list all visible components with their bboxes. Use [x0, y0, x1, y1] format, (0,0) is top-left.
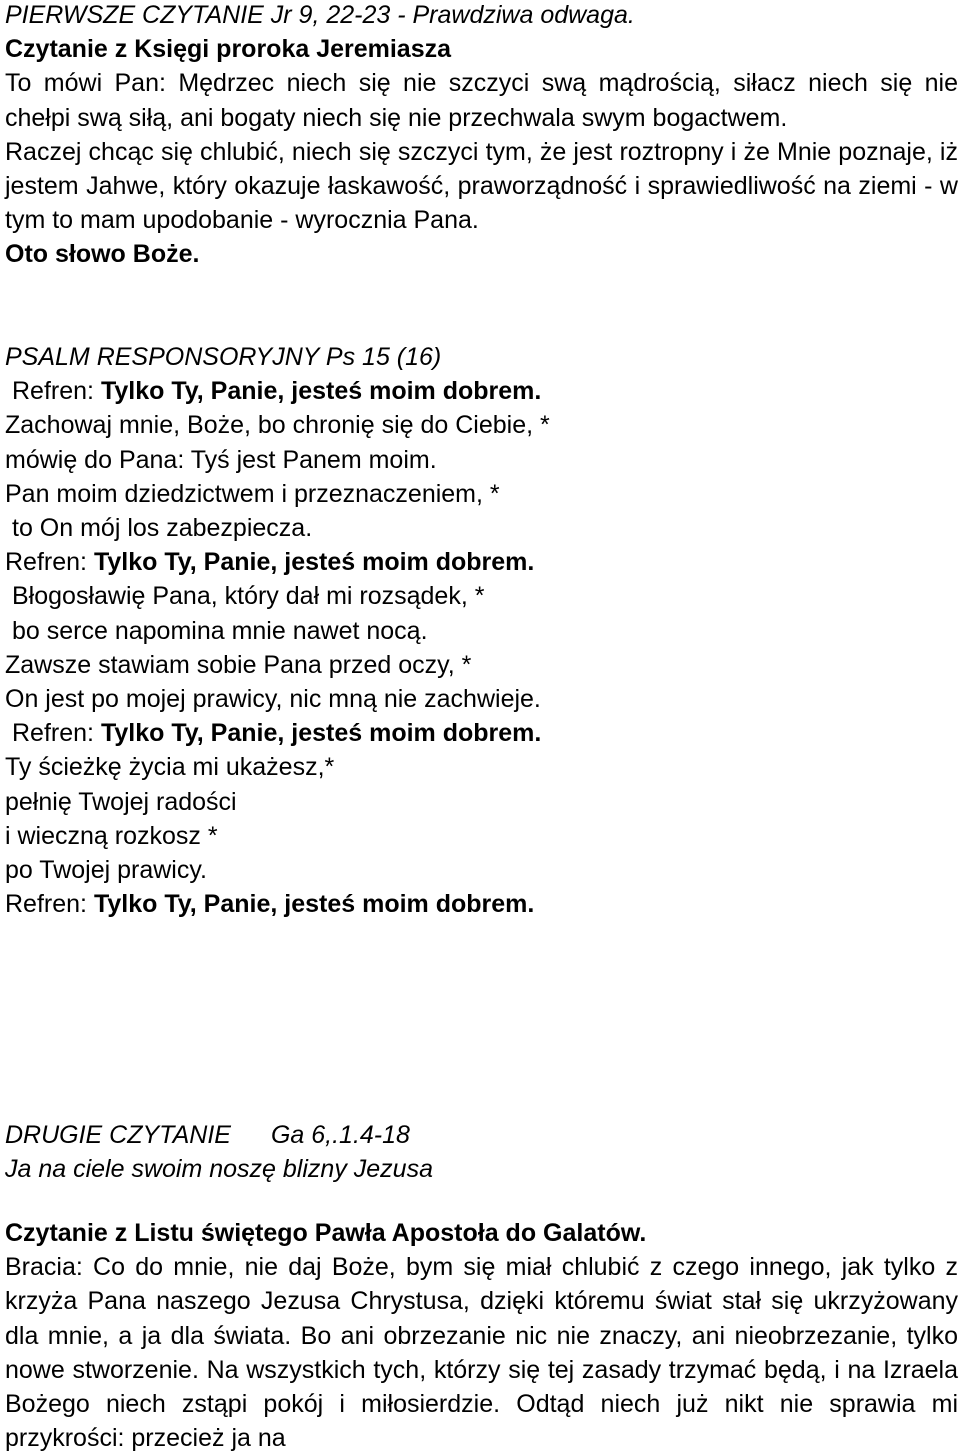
psalm-line: pełnię Twojej radości	[5, 787, 237, 816]
second-reading-text: Bracia: Co do mnie, nie daj Boże, bym się miał chlubić z czego innego, jak tylko z krzyża Pana naszego Jezusa Chrystusa, dzięki któremu świat stał się ukrzyżowany dla mnie, a ja dla świata. Bo ani obrzezanie nic nie znaczy, ani nieobrzezanie, tylko nowe stworzenie. Na wszystkich tych, którzy się tej zasady trzymać będą, i na Izraela Bożego niech zstąpi pokój i miłosierdzie. Odtąd niech już nikt nie sprawia mi przykrości: przecież ja na	[5, 1253, 958, 1453]
second-reading-subtitle: Ja na ciele swoim noszę blizny Jezusa	[5, 1155, 433, 1184]
refrain-text: Tylko Ty, Panie, jesteś moim dobrem.	[93, 548, 535, 577]
psalm-line: mówię do Pana: Tyś jest Panem moim.	[5, 445, 437, 474]
second-reading-heading-line	[5, 1118, 433, 1152]
second-reading-reference: Ga 6,.1.4-18	[270, 1121, 410, 1149]
psalm-line: Zawsze stawiam sobie Pana przed oczy, *	[5, 650, 472, 679]
refrain-label: Refren:	[12, 719, 94, 748]
refrain-text: Tylko Ty, Panie, jesteś moim dobrem.	[100, 719, 542, 748]
psalm-heading: PSALM RESPONSORYJNY Ps 15 (16)	[5, 343, 442, 371]
first-reading	[5, 0, 958, 272]
second-reading-heading: DRUGIE CZYTANIE	[5, 1121, 231, 1149]
psalm-refrain	[5, 374, 550, 408]
psalm-line: On jest po mojej prawicy, nic mną nie zachwieje.	[5, 685, 541, 714]
second-reading	[5, 1216, 958, 1455]
psalm-line: i wieczną rozkosz *	[5, 821, 218, 850]
psalm-refrain	[5, 545, 550, 579]
responsorial-psalm	[5, 340, 550, 921]
psalm-line: po Twojej prawicy.	[5, 856, 207, 885]
refrain-text: Tylko Ty, Panie, jesteś moim dobrem.	[100, 377, 542, 406]
first-reading-text-2: Raczej chcąc się chlubić, niech się szczyci tym, że jest roztropny i że Mnie poznaje, iż jestem Jahwe, który okazuje łaskawość, praworządność i sprawiedliwość na ziemi - w tym to mam upodobanie - wyrocznia Pana.	[5, 137, 958, 235]
psalm-line: bo serce napomina mnie nawet nocą.	[12, 616, 428, 645]
first-reading-closing: Oto słowo Boże.	[5, 240, 200, 269]
first-reading-text-1: To mówi Pan: Mędrzec niech się nie szczyci swą mądrością, siłacz niech się nie chełpi swą siłą, ani bogaty niech się nie przechwala swym bogactwem.	[5, 69, 958, 132]
refrain-label: Refren:	[12, 377, 94, 406]
refrain-text: Tylko Ty, Panie, jesteś moim dobrem.	[93, 890, 535, 919]
psalm-refrain	[5, 716, 550, 750]
psalm-line: Pan moim dziedzictwem i przeznaczeniem, *	[5, 479, 500, 508]
second-reading-header	[5, 1118, 433, 1186]
refrain-label: Refren:	[5, 890, 87, 919]
psalm-refrain	[5, 887, 550, 921]
refrain-label: Refren:	[5, 548, 87, 577]
psalm-line: Ty ścieżkę życia mi ukażesz,*	[5, 753, 335, 782]
second-reading-book: Czytanie z Listu świętego Pawła Apostoła do Galatów.	[5, 1219, 647, 1247]
psalm-line: Zachowaj mnie, Boże, bo chronię się do Ciebie, *	[5, 411, 550, 440]
psalm-line: Błogosławię Pana, który dał mi rozsądek, *	[12, 582, 485, 611]
psalm-line: to On mój los zabezpiecza.	[12, 514, 313, 543]
first-reading-book: Czytanie z Księgi proroka Jeremiasza	[5, 35, 452, 64]
first-reading-heading: PIERWSZE CZYTANIE Jr 9, 22-23 - Prawdziwa odwaga.	[5, 1, 635, 29]
